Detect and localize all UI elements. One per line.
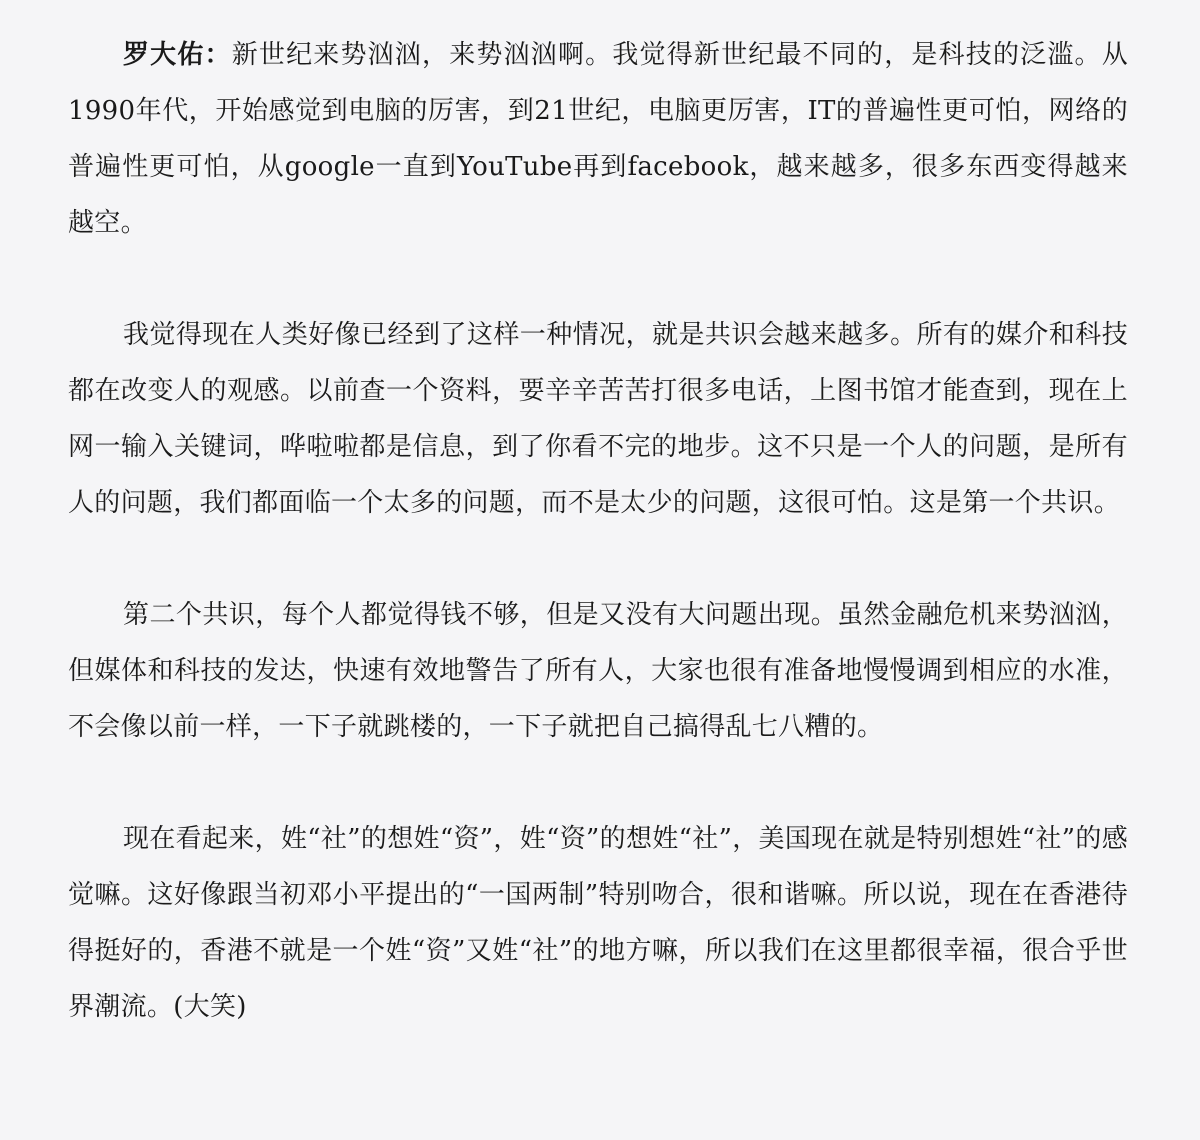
paragraph-3: 第二个共识，每个人都觉得钱不够，但是又没有大问题出现。虽然金融危机来势汹汹，但媒体和科技的发达，快速有效地警告了所有人，大家也很有准备地慢慢调到相应的水准，不会像以前一样，一下子就跳楼的，一下子就把自己搞得乱七八糟的。 xyxy=(68,600,1128,742)
paragraph-2: 我觉得现在人类好像已经到了这样一种情况，就是共识会越来越多。所有的媒介和科技都在改变人的观感。以前查一个资料，要辛辛苦苦打很多电话，上图书馆才能查到，现在上网一输入关键词，哗啦啦都是信息，到了你看不完的地步。这不只是一个人的问题，是所有人的问题，我们都面临一个太多的问题，而不是太少的问题，这很可怕。这是第一个共识。 xyxy=(68,320,1128,518)
paragraph-4: 现在看起来，姓“社”的想姓“资”，姓“资”的想姓“社”，美国现在就是特别想姓“社”的感觉嘛。这好像跟当初邓小平提出的“一国两制”特别吻合，很和谐嘛。所以说，现在在香港待得挺好的，香港不就是一个姓“资”又姓“社”的地方嘛，所以我们在这里都很幸福，很合乎世界潮流。(大笑) xyxy=(68,824,1128,1022)
speaker-name: 罗大佑： xyxy=(123,40,232,70)
paragraph-1-text: 新世纪来势汹汹，来势汹汹啊。我觉得新世纪最不同的，是科技的泛滥。从1990年代，开始感觉到电脑的厉害，到21世纪，电脑更厉害，IT的普遍性更可怕，网络的普遍性更可怕，从google一直到YouTube再到facebook，越来越多，很多东西变得越来越空。 xyxy=(68,40,1128,238)
paragraph-1 xyxy=(68,27,1128,251)
article-body xyxy=(68,0,1128,1035)
